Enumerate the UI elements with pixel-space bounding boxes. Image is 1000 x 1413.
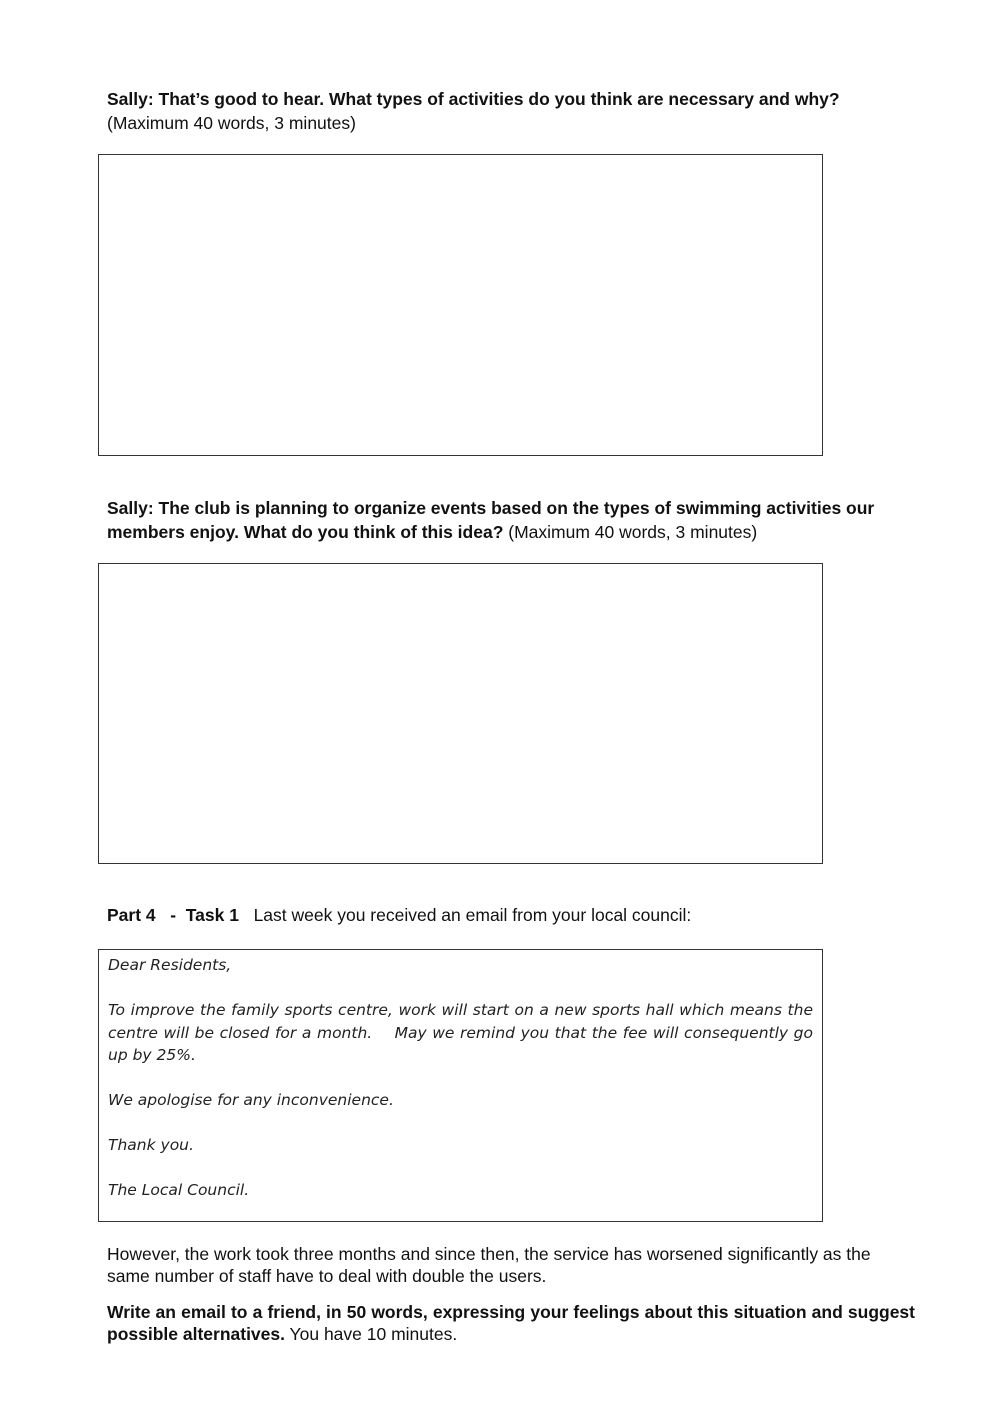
email-signature: The Local Council. — [108, 1181, 250, 1199]
part4-heading-line — [107, 903, 922, 927]
answer-box-1[interactable] — [98, 154, 823, 456]
task-instruction — [107, 1301, 915, 1345]
question-1-text: Sally: That’s good to hear. What types of activities do you think are necessary and why? — [107, 89, 840, 109]
question-2-text: Sally: The club is planning to organize events based on the types of swimming activities our members enjoy. What do you think of this idea? — [107, 498, 875, 542]
question-2 — [107, 496, 922, 544]
question-2-limit: (Maximum 40 words, 3 minutes) — [503, 522, 758, 542]
question-1-limit: (Maximum 40 words, 3 minutes) — [107, 113, 356, 133]
email-body: To improve the family sports centre, work will start on a new sports hall which means the centre will be closed for a month. May we remind you that the fee will consequently go up by 25%. — [108, 1001, 818, 1064]
answer-box-2[interactable] — [98, 563, 823, 864]
task-time: You have 10 minutes. — [285, 1324, 458, 1344]
council-email — [98, 949, 823, 1222]
followup-paragraph: However, the work took three months and since then, the service has worsened significantly as the same number of staff have to deal with double the users. — [107, 1244, 871, 1286]
part4-intro: Last week you received an email from your local council: — [253, 905, 692, 925]
email-apology: We apologise for any inconvenience. — [108, 1091, 394, 1109]
task-instruction-text: Write an email to a friend, in 50 words, expressing your feelings about this situation and suggest possible alternatives. — [107, 1302, 915, 1344]
question-1 — [107, 87, 922, 135]
email-greeting: Dear Residents, — [108, 956, 232, 974]
part4-heading: Part 4 - Task 1 — [107, 905, 239, 925]
email-thanks: Thank you. — [108, 1136, 194, 1154]
